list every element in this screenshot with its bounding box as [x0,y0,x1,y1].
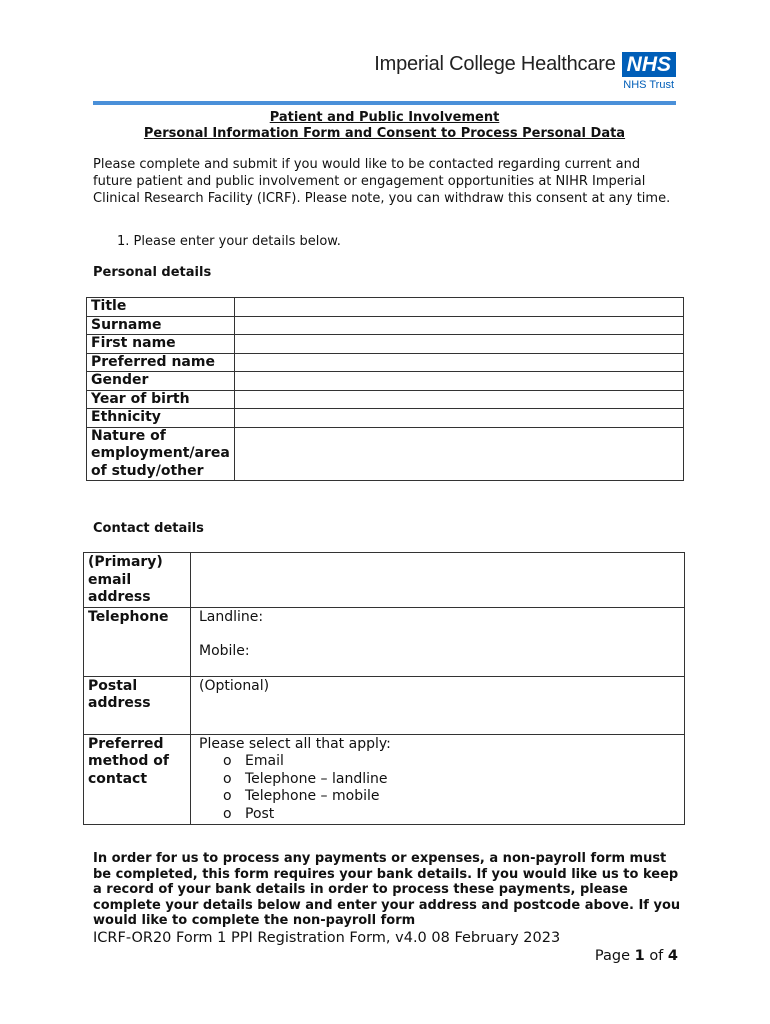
title-field[interactable] [234,298,683,317]
field-label: First name [87,335,235,354]
document-reference: ICRF-OR20 Form 1 PPI Registration Form, v4.0 08 February 2023 [93,930,561,946]
field-label: (Primary) email address [84,553,191,608]
option-post[interactable] [199,806,680,824]
table-row [87,353,684,372]
header-rule [93,101,676,105]
field-label: Nature of employment/area of study/other [87,427,235,481]
intro-paragraph: Please complete and submit if you would like to be contacted regarding current and future patient and public involvement or engagement opportunities at NIHR Imperial Clinical Research Facility (ICRF). Please note, you can withdraw this consent at any time. [93,157,671,206]
page-prefix: Page [594,948,630,964]
option-telephone-landline[interactable] [199,771,680,789]
table-row [87,316,684,335]
postal-hint: (Optional) [199,677,270,694]
nhs-logo-mark: NHS [622,52,676,77]
page-total: 4 [667,948,678,964]
field-label: Gender [87,372,235,391]
field-label: Year of birth [87,390,235,409]
table-row [87,298,684,317]
field-label: Title [87,298,235,317]
contact-details-heading: Contact details [93,521,204,536]
title-line-1: Patient and Public Involvement [269,110,500,125]
field-label: Telephone [84,607,191,676]
option-label: Post [245,805,275,822]
bullet-icon: o [223,770,232,787]
table-row [87,372,684,391]
email-field[interactable] [191,553,685,608]
mobile-label: Mobile: [199,643,250,659]
title-line-2: Personal Information Form and Consent to Process Personal Data [143,126,626,141]
bullet-icon: o [223,805,232,822]
payments-paragraph: In order for us to process any payments or expenses, a non-payroll form must be completed, this form requires your bank details. If you would like us to keep a record of your bank details in order to process these payments, please complete your details below and enter your address and postcode above. If you would like to complete the non-payroll form [93,851,681,928]
option-label: Telephone – landline [245,770,388,787]
page-current: 1 [634,948,645,964]
employment-field[interactable] [234,427,683,481]
table-row [87,409,684,428]
option-label: Telephone – mobile [245,788,380,804]
page-number [595,948,678,964]
postal-address-field[interactable] [191,676,685,734]
method-prompt: Please select all that apply: [199,735,391,752]
table-row [84,676,685,734]
table-row [84,734,685,824]
org-name: Imperial College Healthcare [374,53,616,75]
trust-label: NHS Trust [623,79,674,91]
telephone-field[interactable] [191,607,685,676]
field-label: Postal address [84,676,191,734]
preferred-name-field[interactable] [234,353,683,372]
table-row [84,553,685,608]
surname-field[interactable] [234,316,683,335]
step-1-instruction: 1. Please enter your details below. [117,234,341,249]
field-label: Ethnicity [87,409,235,428]
gender-field[interactable] [234,372,683,391]
page-of: of [649,948,664,964]
table-row [87,427,684,481]
field-label: Preferred name [87,353,235,372]
ethnicity-field[interactable] [234,409,683,428]
option-email[interactable] [199,753,680,771]
option-label: Email [245,753,284,769]
personal-details-heading: Personal details [93,265,212,280]
page-title [93,110,676,142]
bullet-icon: o [223,788,232,804]
contact-method-options [199,753,680,823]
table-row [87,335,684,354]
year-of-birth-field[interactable] [234,390,683,409]
bullet-icon: o [223,753,232,769]
field-label: Surname [87,316,235,335]
field-label: Preferred method of contact [84,734,191,824]
contact-method-field [191,734,685,824]
contact-details-table [83,552,685,825]
landline-label: Landline: [199,608,264,625]
table-row [87,390,684,409]
first-name-field[interactable] [234,335,683,354]
table-row [84,607,685,676]
trust-logo [374,52,676,91]
option-telephone-mobile[interactable] [199,788,680,806]
personal-details-table [86,297,684,481]
